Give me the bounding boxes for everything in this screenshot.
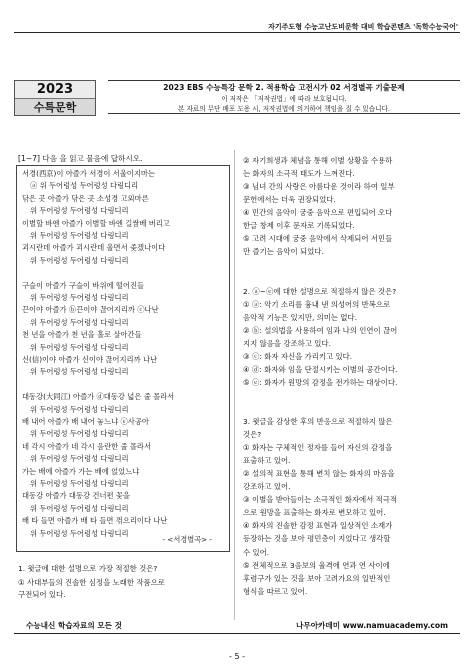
- question-line: ④ 화자의 진솔한 감정 표현과 일상적인 소재가: [243, 521, 393, 531]
- poem-line: 신(信)이야 아즐가 신이야 끊어지리까 나난: [22, 355, 158, 364]
- poem-line: 위 두어렁성 두어렁성 다링디리: [30, 206, 129, 216]
- question-line: ⑤ ⓔ: 화자가 원망의 감정을 전가하는 대상이다.: [243, 377, 398, 387]
- question-line: 후렴구가 있는 것을 보아 고려가요의 일반적인: [243, 573, 391, 583]
- header-text: 자기주도형 수능고난도비문학 대비 학습콘텐츠 '독학수능국어': [268, 23, 458, 31]
- poem-line: 위 두어렁성 두어렁성 다링디리: [30, 454, 129, 464]
- footer-right: 나무아카데미 www.namuacademy.com: [296, 621, 448, 630]
- column-divider: [234, 150, 235, 620]
- copyright-line-2: 본 자료의 무단 배포 도용 시, 저작권법에 의거하여 책임을 질 수 있습니다.: [178, 105, 390, 113]
- question-line: ⑤ 전체적으로 3음보의 율격에 연과 연 사이에: [243, 560, 390, 570]
- poem-line: 대동강(大同江) 아즐가 ⓓ대동강 넓은 줄 몰라서: [22, 392, 175, 402]
- poem-line: 서경(西京)이 아즐가 서경이 서울이지마는: [22, 169, 155, 178]
- question-line: 강조하고 있어.: [243, 482, 291, 492]
- poem-line: 괴시란데 아즐가 괴시란데 울면서 좇겠나이다: [22, 243, 166, 253]
- instruction: [1~7] 다음 을 읽고 물음에 답하시오.: [18, 154, 143, 163]
- poem-line: 위 두어렁성 두어렁성 다링디리: [30, 429, 129, 439]
- question-line: ④ 민간의 음악이 궁중 음악으로 편입되어 오다: [243, 208, 393, 218]
- question-line: ③ ⓒ: 화자 자신을 가리키고 있다.: [243, 351, 353, 361]
- poem-line: 닦은 곳 아즐가 닦은 곳 소성경 고외마른: [22, 193, 149, 203]
- question-line: 한글 창제 이후 문자로 기록되었다.: [243, 221, 355, 231]
- poem-line: 위 두어렁성 두어렁성 다링디리: [30, 317, 129, 327]
- question-line: 는 화자의 소극적 태도가 느껴진다.: [243, 169, 355, 179]
- question-line: 만 즐기는 음악이 되었다.: [243, 247, 324, 257]
- year-badge: [14, 80, 96, 116]
- question-line: 것은?: [243, 430, 262, 440]
- question-line: 구전되어 있다.: [18, 590, 66, 599]
- question-line: ② 자기희생과 체념을 통해 이별 상황을 수용하: [243, 156, 393, 165]
- question-line: 형식을 따르고 있어.: [243, 586, 308, 596]
- question-line: 음악적 기능은 있지만, 의미는 없다.: [243, 312, 358, 322]
- poem-line: 끈이야 아즐가 ⓑ끈이야 끊어지리까 ⓒ나난: [22, 305, 159, 315]
- poem-line: 가는 배에 아즐가 가는 배에 얹었느냐: [22, 466, 140, 476]
- question-line: 수 있어.: [243, 547, 270, 557]
- question-line: 1. 윗글에 대한 설명으로 가장 적절한 것은?: [18, 564, 158, 573]
- question-line: 으로 원망을 표출하는 화자로 변모하고 있어.: [243, 508, 386, 518]
- question-line: ② 설의적 표현을 통해 변치 않는 화자의 마음을: [243, 469, 395, 479]
- document-title: 2023 EBS 수능특강 문학 2. 적용학습 고전시가 02 서경별곡 기출문제: [163, 83, 405, 92]
- question-line: 2. ⓐ~ⓔ에 대한 설명으로 적절하지 않은 것은?: [243, 286, 397, 296]
- page-number: - 5 -: [229, 652, 245, 661]
- question-line: ③ 이별을 받아들이는 소극적인 화자에서 적극적: [243, 495, 398, 505]
- question-line: ① 화자는 구체적인 정자를 들어 자신의 감정을: [243, 443, 393, 453]
- poem-line: 위 두어렁성 두어렁성 다링디리: [30, 293, 129, 302]
- question-line: ③ 님녀 간의 사랑은 아름다운 것이라 하여 일부: [243, 182, 395, 192]
- poem-line: 구슬이 아즐가 구슬이 바위에 떨어진들: [22, 280, 145, 290]
- poem-line: 위 두어렁성 두어렁성 다링디리: [30, 342, 129, 352]
- poem-line: 대동강 아즐가 대동강 건너편 꽃을: [22, 491, 130, 501]
- question-line: ① 사대부들의 진솔한 심정을 노래한 작품으로: [18, 578, 165, 587]
- poem-line: 위 두어렁성 두어렁성 다링디리: [30, 528, 129, 538]
- footer-rule: [14, 633, 460, 634]
- question-line: 등장하는 것을 보아 평민층이 지었다고 생각할: [243, 534, 391, 544]
- question-line: ④ ⓓ: 화자와 임을 단절시키는 이별의 공간이다.: [243, 364, 398, 374]
- poem-line: 배 내어 아즐가 배 내어 놓느냐 ⓔ사공아: [22, 417, 149, 426]
- poem-source: - <서경별곡> -: [162, 535, 212, 544]
- poem-line: 위 두어렁성 두어렁성 다링디리: [30, 255, 129, 265]
- poem-line: 위 두어렁성 두어렁성 다링디리: [30, 503, 129, 513]
- question-line: 지지 않음을 강조하고 있다.: [243, 338, 331, 348]
- question-line: 문헌에서는 더욱 권장되었다.: [243, 195, 336, 205]
- question-line: 표출하고 있어.: [243, 456, 291, 466]
- title-rule-bottom: [108, 113, 460, 114]
- badge-subject: 수특문학: [33, 101, 77, 114]
- footer-left: 수능내신 학습자료의 모든 것: [26, 621, 122, 630]
- copyright-line-1: 이 저작은 「저작권법」에 따라 보호됩니다.: [221, 95, 347, 103]
- poem-line: 네 각시 아즐가 네 각시 음란한 줄 몰라서: [22, 441, 152, 451]
- question-line: ② ⓑ: 설의법을 사용하여 임과 나의 인연이 끊어: [243, 325, 398, 335]
- question-line: ① ⓐ: 악기 소리를 흉내 낸 의성어의 반복으로: [243, 299, 391, 309]
- title-rule-top: [108, 80, 460, 81]
- poem-line: 위 두어렁성 두어렁성 다링디리: [30, 367, 129, 377]
- poem-line: 천 년을 아즐가 천 년을 홀로 살아간들: [22, 330, 142, 340]
- poem-line: 배 타 들면 아즐가 배 타 들면 꺾으리이다 나난: [22, 516, 168, 526]
- poem-line: 위 두어렁성 두어렁성 다링디리: [30, 231, 129, 240]
- question-line: 3. 윗글을 감상한 후의 반응으로 적절하지 않은: [243, 417, 393, 426]
- poem-line: 위 두어렁성 두어렁성 다링디리: [30, 479, 129, 488]
- question-line: ⑤ 고려 시대에 궁중 음악에서 삭제되어 서민들: [243, 234, 393, 244]
- poem-line: 위 두어렁성 두어렁성 다링디리: [30, 404, 129, 414]
- badge-year: 2023: [36, 82, 74, 97]
- header-rule: [14, 32, 460, 33]
- poem-line: ⓐ 위 두어렁성 두어렁성 다링디리: [30, 181, 139, 191]
- poem-line: 이별할 바엔 아즐가 이별할 바엔 길쌈베 버리고: [22, 218, 170, 228]
